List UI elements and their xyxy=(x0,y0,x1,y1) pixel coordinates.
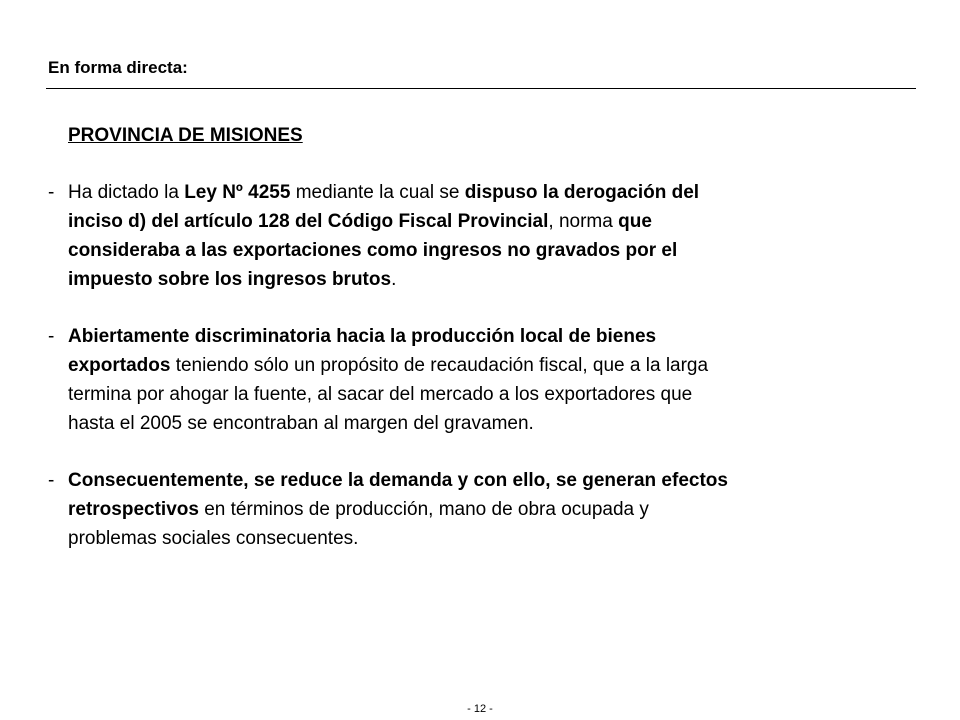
text-segment-bold: dispuso la derogación del xyxy=(464,182,700,203)
text-segment: problemas sociales consecuentes. xyxy=(68,528,359,549)
bullet-text xyxy=(68,178,908,294)
bullet-dash: - xyxy=(48,326,55,347)
bullet-text xyxy=(68,322,908,438)
section-header-title: En forma directa: xyxy=(48,58,188,77)
text-segment-bold: consideraba a las exportaciones como ingresos no gravados por el xyxy=(68,240,678,261)
text-segment: hasta el 2005 se encontraban al margen del gravamen. xyxy=(68,413,534,434)
text-segment-bold: inciso d) del artículo 128 del Código Fiscal Provincial xyxy=(68,211,549,232)
text-segment: teniendo sólo un propósito de recaudación fiscal, que a la larga xyxy=(170,355,709,376)
text-segment-bold: exportados xyxy=(68,355,171,376)
text-segment-bold: Abiertamente discriminatoria hacia la producción local de bienes xyxy=(68,326,657,347)
bullet-dash: - xyxy=(48,470,55,491)
text-segment: , norma xyxy=(548,211,619,232)
text-segment-bold: impuesto sobre los ingresos brutos xyxy=(68,269,392,290)
text-segment: Ha dictado la xyxy=(68,182,185,203)
text-segment: mediante la cual se xyxy=(290,182,465,203)
text-segment-bold: Consecuentemente, se reduce la demanda y con ello, se generan efectos xyxy=(68,470,728,491)
text-segment-bold: que xyxy=(618,211,652,232)
bullet-dash: - xyxy=(48,182,55,203)
header-divider xyxy=(46,88,916,89)
text-segment-bold: retrospectivos xyxy=(68,499,199,520)
bullet-text xyxy=(68,466,908,553)
text-segment: . xyxy=(391,269,397,290)
province-title: PROVINCIA DE MISIONES xyxy=(68,125,303,146)
page-number: - 12 - xyxy=(467,703,493,715)
text-segment: termina por ahogar la fuente, al sacar del mercado a los exportadores que xyxy=(68,384,693,405)
text-segment: en términos de producción, mano de obra ocupada y xyxy=(198,499,649,520)
text-segment-bold: Ley Nº 4255 xyxy=(184,182,291,203)
